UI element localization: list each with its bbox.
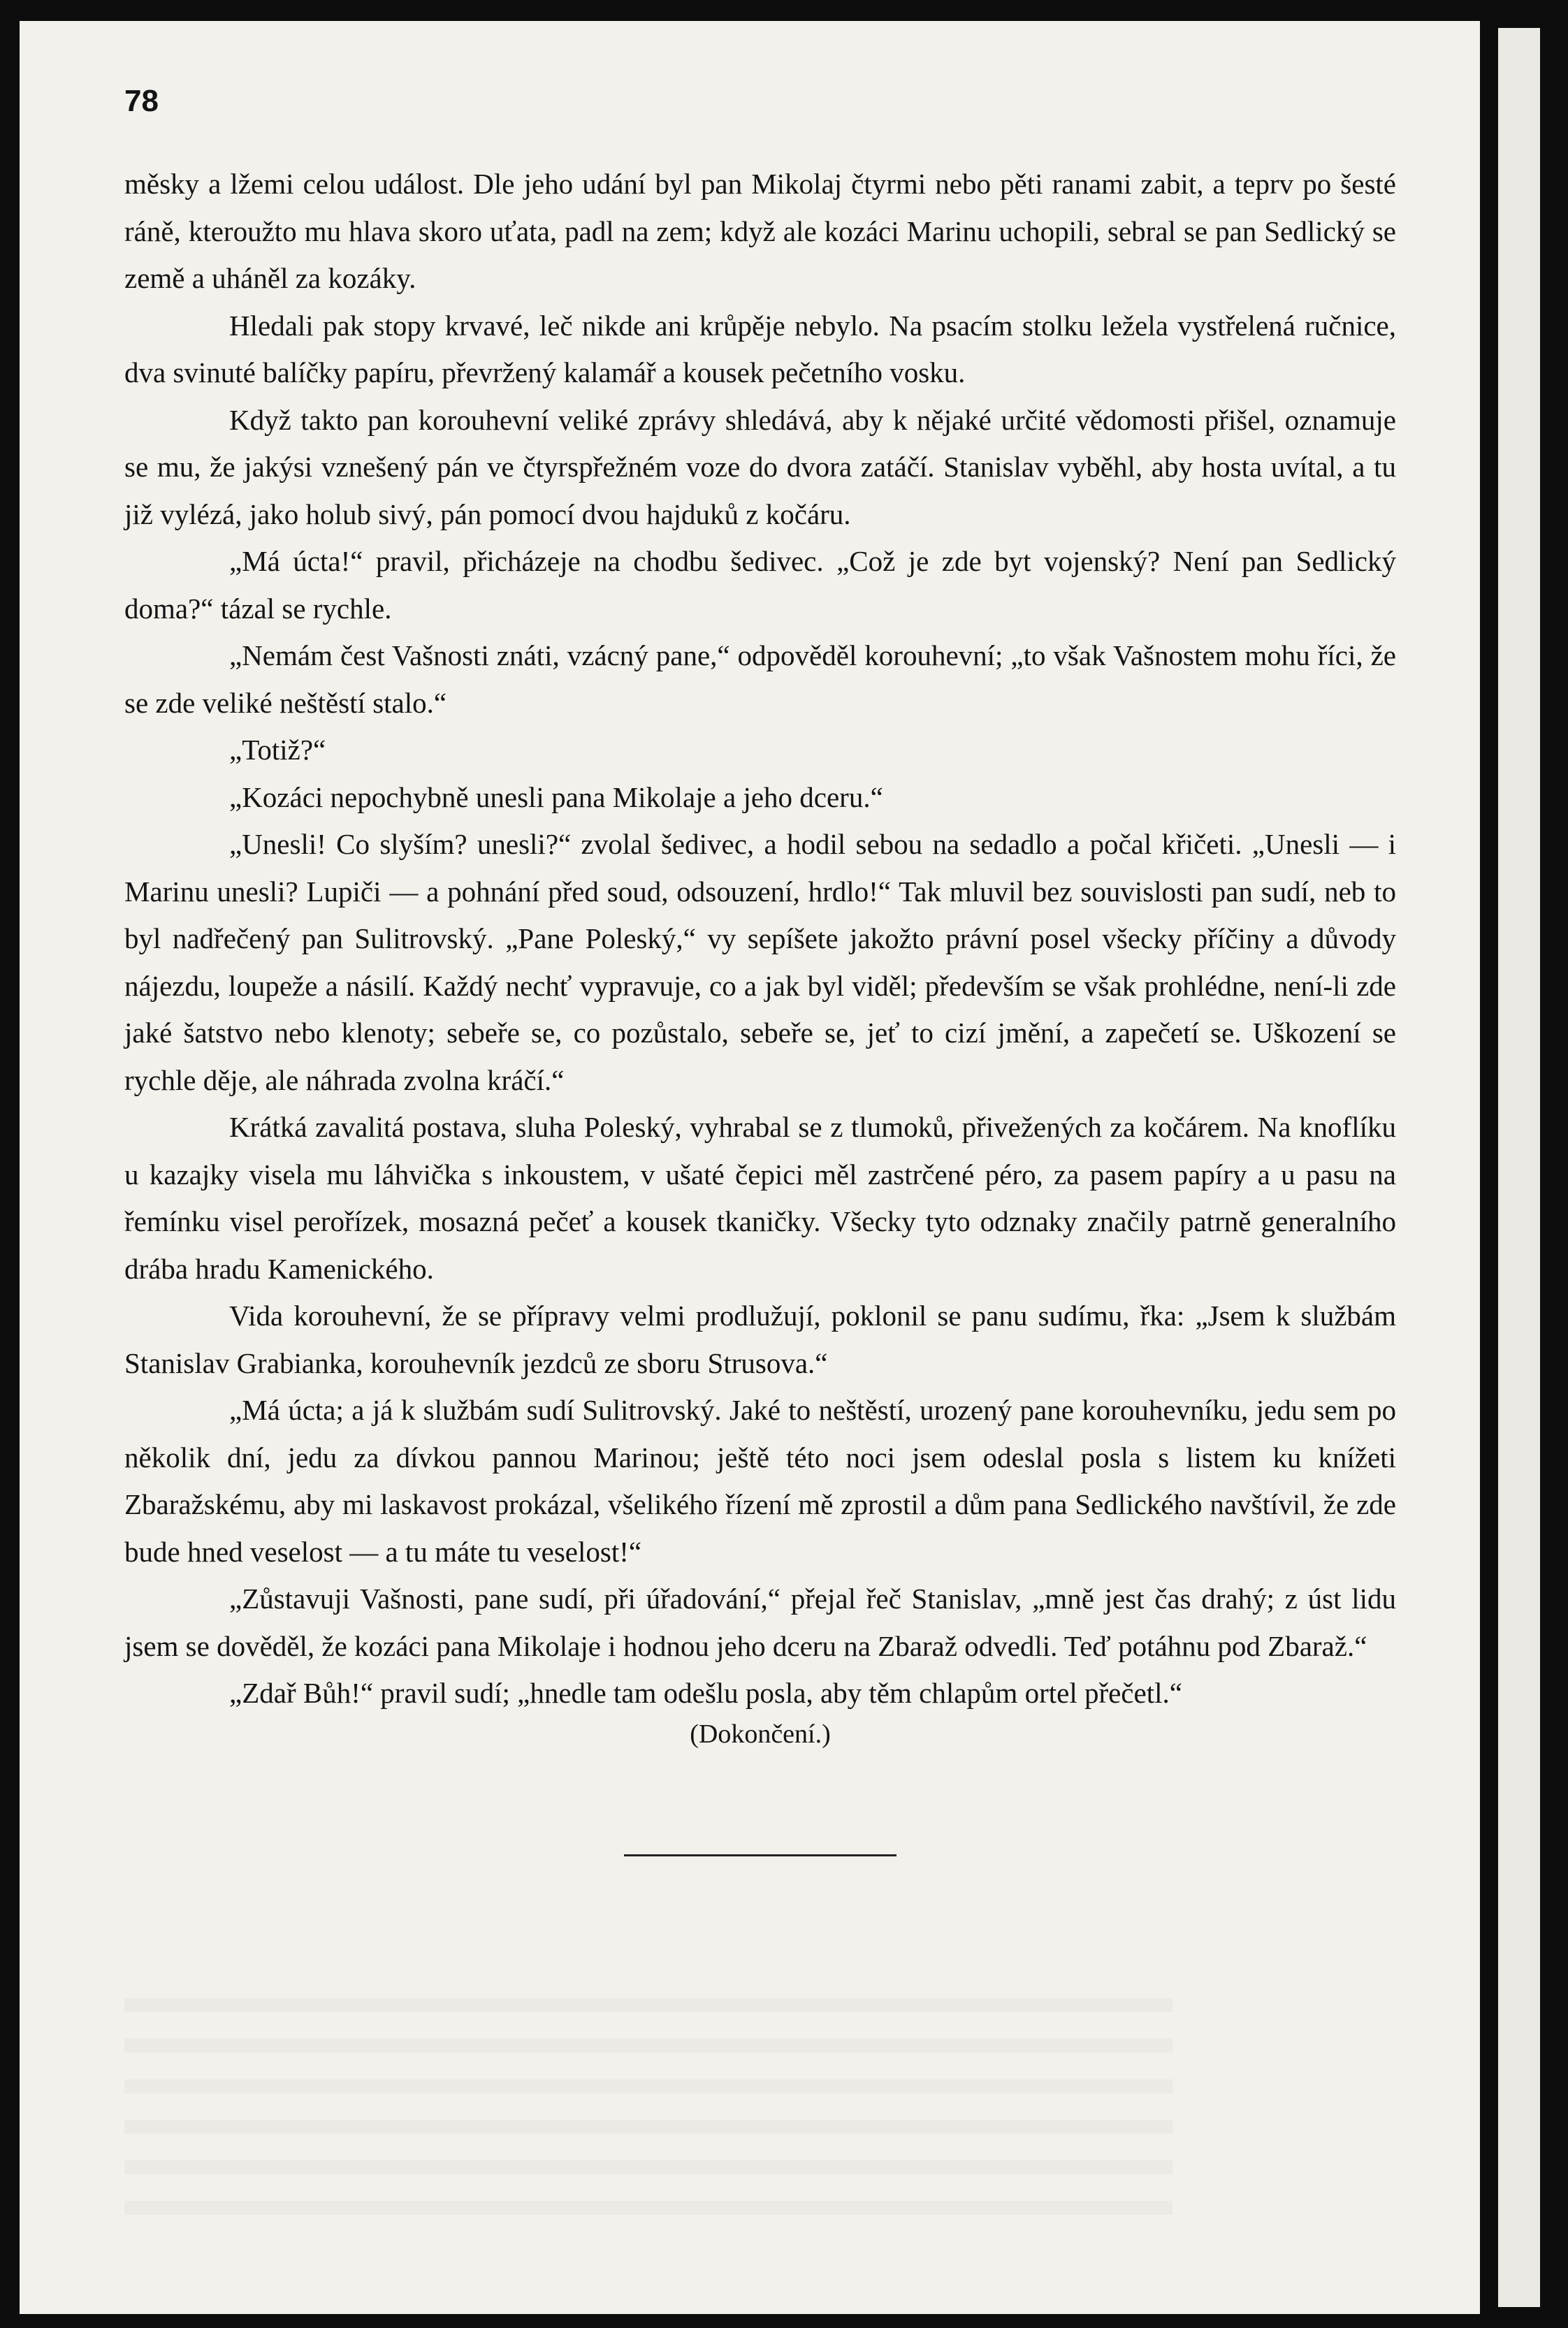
next-page-edge <box>1498 28 1540 2307</box>
paragraph: „Má úcta; a já k službám sudí Sulitrovský. Jaké to neštěstí, urozený pane korouhevníku, jedu sem po několik dní, jedu za dívkou pannou Marinou; ještě této noci jsem odeslal posla s listem ku knížeti Zbaražskému, aby mi laskavost prokázal, všelikého řízení mě zprostil a dům pana Sedlického navštívil, že zde bude hned veselost — a tu máte tu veselost!“ <box>124 1394 1396 1568</box>
paragraph: měsky a lžemi celou událost. Dle jeho udání byl pan Mikolaj čtyrmi nebo pěti ranami zabit, a teprv po šesté ráně, kteroužto mu hlava skoro uťata, padl na zem; když ale kozáci Marinu uchopili, sebral se pan Sedlický se země a uháněl za kozáky. <box>124 168 1396 294</box>
body-text <box>124 161 1396 1717</box>
paragraph: „Nemám čest Vašnosti znáti, vzácný pane,“ odpověděl korouhevní; „to však Vašnostem mohu říci, že se zde veliké neštěstí stalo.“ <box>124 639 1396 719</box>
page-number: 78 <box>124 84 159 118</box>
book-page <box>20 21 1480 2314</box>
paragraph: „Zdař Bůh!“ pravil sudí; „hnedle tam odešlu posla, aby těm chlapům ortel přečetl.“ <box>229 1677 1182 1709</box>
paragraph: Vida korouhevní, že se přípravy velmi prodlužují, poklonil se panu sudímu, řka: „Jsem k službám Stanislav Grabianka, korouhevník jezdců ze sboru Strusova.“ <box>124 1300 1396 1379</box>
paragraph: „Zůstavuji Vašnosti, pane sudí, při úřadování,“ přejal řeč Stanislav, „mně jest čas drahý; z úst lidu jsem se dověděl, že kozáci pana Mikolaje i hodnou jeho dceru na Zbaraž odvedli. Teď potáhnu pod Zbaraž.“ <box>124 1583 1396 1662</box>
paragraph: Krátká zavalitá postava, sluha Poleský, vyhrabal se z tlumoků, přivežených za kočárem. Na knoflíku u kazajky visela mu láhvička s inkoustem, v ušaté čepici měl zastrčené péro, za pasem papíry a u pasu na řemínku visel perořízek, mosazná pečeť a kousek tkaničky. Všecky tyto odznaky značily patrně generalního drába hradu Kamenického. <box>124 1111 1396 1285</box>
bleed-through-texture <box>124 1998 1173 2222</box>
paragraph: „Kozáci nepochybně unesli pana Mikolaje a jeho dceru.“ <box>229 780 883 813</box>
section-divider <box>624 1854 896 1856</box>
paragraph: „Unesli! Co slyším? unesli?“ zvolal šedivec, a hodil sebou na sedadlo a počal křičeti. „Unesli — i Marinu unesli? Lupiči — a pohnání před soud, odsouzení, hrdlo!“ Tak mluvil bez souvislosti pan sudí, neb to byl nadřečený pan Sulitrovský. „Pane Poleský,“ vy sepíšete jakožto právní posel všecky příčiny a důvody nájezdu, loupeže a násilí. Každý nechť vypravuje, co a jak byl viděl; především se však prohlédne, není-li zde jaké šatstvo nebo klenoty; sebeře se, co pozůstalo, sebeře se, jeť to cizí jmění, a zapečetí se. Uškození se rychle děje, ale náhrada zvolna kráčí.“ <box>124 828 1396 1096</box>
paragraph: Když takto pan korouhevní veliké zprávy shledává, aby k nějaké určité vědomosti přišel, oznamuje se mu, že jakýsi vznešený pán ve čtyrspřežném voze do dvora zatáčí. Stanislav vyběhl, aby hosta uvítal, a tu již vylézá, jako holub sivý, pán pomocí dvou hajduků z kočáru. <box>124 403 1396 530</box>
end-note: (Dokončení.) <box>690 1719 831 1749</box>
paragraph: „Totiž?“ <box>229 734 326 766</box>
paragraph: Hledali pak stopy krvavé, leč nikde ani krůpěje nebylo. Na psacím stolku ležela vystřelená ručnice, dva svinuté balíčky papíru, převržený kalamář a kousek pečetního vosku. <box>124 309 1396 388</box>
paragraph: „Má úcta!“ pravil, přicházeje na chodbu šedivec. „Což je zde byt vojenský? Není pan Sedlický doma?“ tázal se rychle. <box>124 545 1396 625</box>
